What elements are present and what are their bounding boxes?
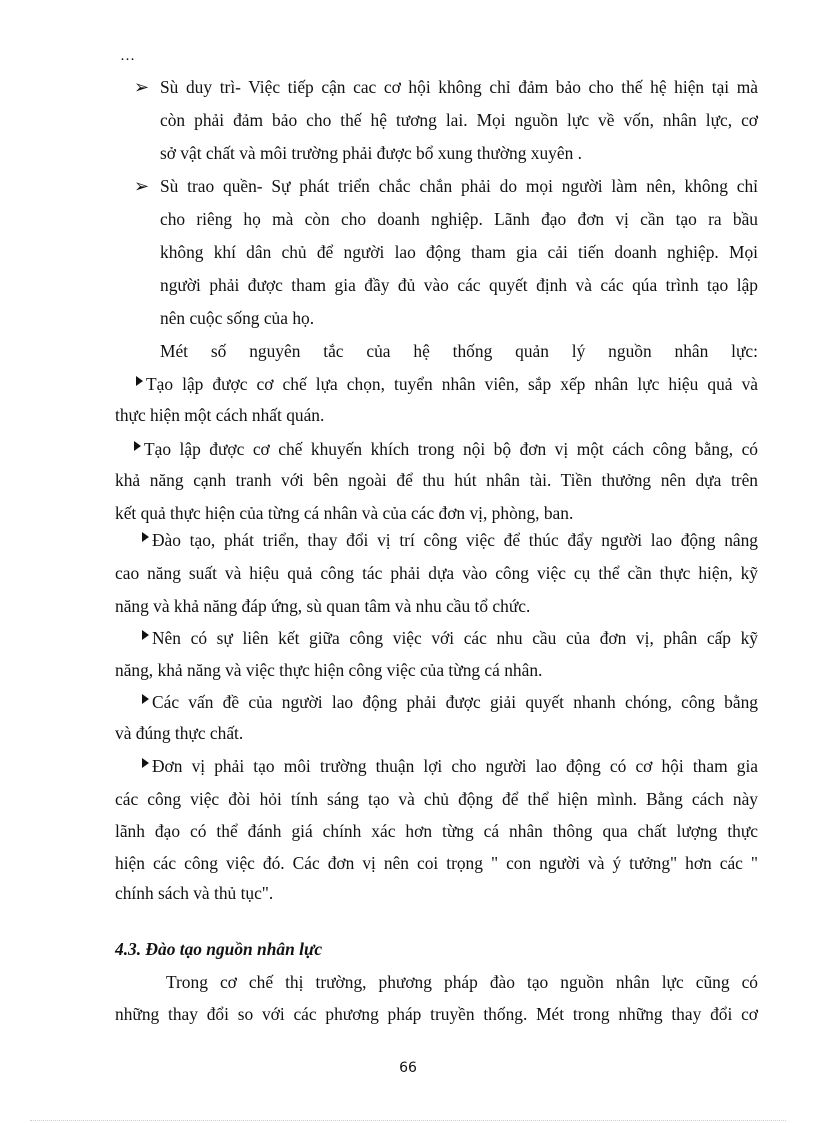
principle-line: Nên có sự liên kết giữa công việc với các nhu cầu của đơn vị, phân cấp kỹ (142, 622, 758, 654)
triangle-bullet-icon (134, 441, 141, 451)
text-line: không khí dân chủ để người lao động tham gia cải tiến doanh nghiệp. Mọi (160, 242, 758, 262)
text-line: Sù duy trì- Việc tiếp cận cac cơ hội không chỉ đảm bảo cho thế hệ hiện tại mà (160, 77, 758, 97)
principle-line: Tạo lập được cơ chế lựa chọn, tuyển nhân viên, sắp xếp nhân lực hiệu quả và (136, 368, 758, 400)
triangle-bullet-icon (142, 532, 149, 542)
principles-intro: Mét số nguyên tắc của hệ thống quản lý nguồn nhân lực: (160, 341, 758, 361)
page-number: 66 (399, 1060, 417, 1076)
text-line: năng, khả năng và việc thực hiện công việc của từng cá nhân. (115, 660, 543, 680)
triangle-bullet-icon (142, 758, 149, 768)
triangle-bullet-icon (142, 694, 149, 704)
principle-line: Đơn vị phải tạo môi trường thuận lợi cho người lao động có cơ hội tham gia (142, 750, 758, 782)
page-edge-divider (30, 1120, 786, 1121)
text-line: khả năng cạnh tranh với bên ngoài để thu hút nhân tài. Tiền thưởng nên dựa trên (115, 470, 758, 490)
text-line: nên cuộc sống của họ. (160, 308, 315, 328)
text-line: Sù trao quền- Sự phát triển chắc chắn phải do mọi người làm nên, không chỉ (160, 176, 758, 196)
text-line: cao năng suất và hiệu quả công tác phải dựa vào công việc cụ thể cần thực hiện, kỹ (115, 563, 758, 583)
section-heading: 4.3. Đào tạo nguồn nhân lực (115, 939, 323, 959)
triangle-bullet-icon (136, 376, 143, 386)
text-line: năng và khả năng đáp ứng, sù quan tâm và nhu cầu tổ chức. (115, 596, 531, 616)
principle-line: Các vấn đề của người lao động phải được giải quyết nhanh chóng, công bằng (142, 686, 758, 718)
arrow-bullet-icon: ➢ (134, 77, 150, 97)
text-line: Trong cơ chế thị trường, phương pháp đào tạo nguồn nhân lực cũng có (166, 972, 758, 992)
principle-line: Đào tạo, phát triển, thay đổi vị trí công việc để thúc đẩy người lao động nâng (142, 524, 758, 556)
text-line: cho riêng họ mà còn cho doanh nghiệp. Lãnh đạo đơn vị cần tạo ra bầu (160, 209, 758, 229)
text-line: người phải được tham gia đầy đủ vào các quyết định và các qúa trình tạo lập (160, 275, 758, 295)
arrow-bullet-icon: ➢ (134, 176, 150, 196)
text-line: thực hiện một cách nhất quán. (115, 405, 325, 425)
text-line: các công việc đòi hỏi tính sáng tạo và chủ động để thể hiện mình. Bằng cách này (115, 789, 758, 809)
principle-line: Tạo lập được cơ chế khuyến khích trong nội bộ đơn vị một cách công bằng, có (134, 433, 758, 465)
text-line: hiện các công việc đó. Các đơn vị nên coi trọng " con người và ý tưởng" hơn các " (115, 853, 758, 873)
text-line: kết quả thực hiện của từng cá nhân và của các đơn vị, phòng, ban. (115, 503, 574, 523)
text-line: sở vật chất và môi trường phải được bổ xung thường xuyên . (160, 143, 582, 163)
text-line: lãnh đạo có thể đánh giá chính xác hơn từng cá nhân thông qua chất lượng thực (115, 821, 758, 841)
text-line: và đúng thực chất. (115, 723, 244, 743)
text-line: chính sách và thủ tục". (115, 883, 274, 903)
ellipsis: … (120, 48, 135, 64)
text-line: còn phải đảm bảo cho thế hệ tương lai. Mọi nguồn lực về vốn, nhân lực, cơ (160, 110, 758, 130)
text-line: những thay đổi so với các phương pháp truyền thống. Mét trong những thay đổi cơ (115, 1004, 758, 1024)
triangle-bullet-icon (142, 630, 149, 640)
